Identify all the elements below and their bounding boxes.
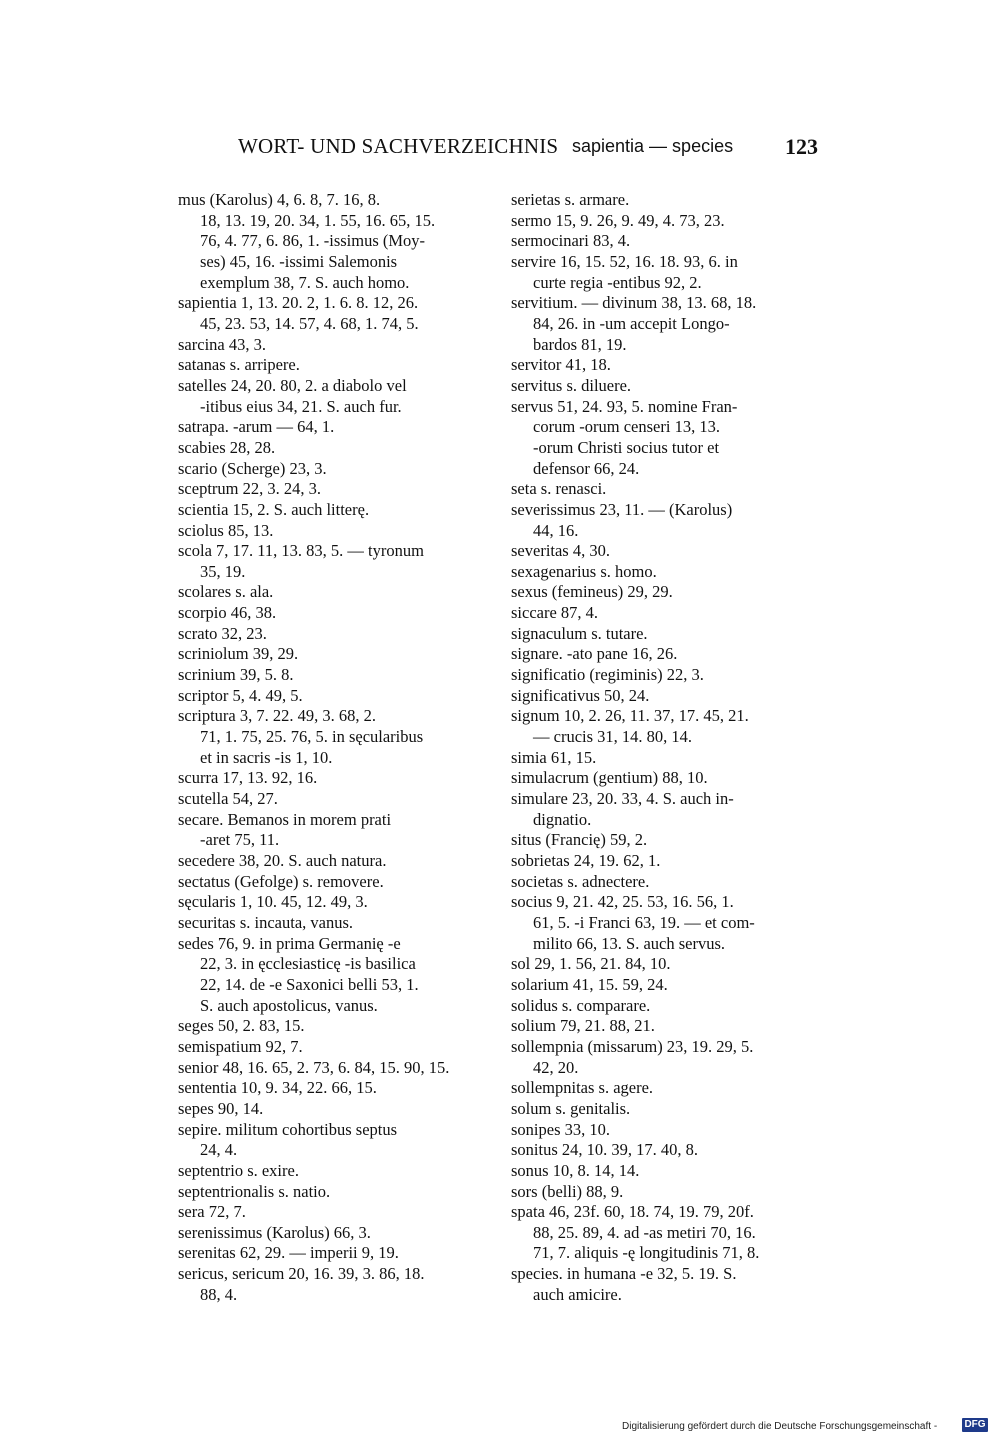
index-entry: scario (Scherge) 23, 3. bbox=[178, 458, 327, 478]
index-entry: serenissimus (Karolus) 66, 3. bbox=[178, 1222, 371, 1242]
index-entry: solum s. genitalis. bbox=[511, 1098, 631, 1118]
index-entry: satrapa. -arum — 64, 1. bbox=[178, 417, 335, 437]
index-entry: sera 72, 7. bbox=[178, 1202, 246, 1222]
index-entry: sepire. militum cohortibus septus 24, 4. bbox=[178, 1119, 398, 1160]
index-entry: sedes 76, 9. in prima Germanię -e 22, 3. in ęcclesiasticę -is basilica 22, 14. de -e Saxonici belli 53, 1. S. auch apostolicus, vanus. bbox=[178, 933, 419, 1015]
index-entry: septentrio s. exire. bbox=[178, 1160, 299, 1180]
header-title: WORT- UND SACHVERZEICHNIS bbox=[238, 134, 559, 158]
index-entry: serenitas 62, 29. — imperii 9, 19. bbox=[178, 1243, 399, 1263]
index-entry: solarium 41, 15. 59, 24. bbox=[511, 974, 668, 994]
index-entry: societas s. adnectere. bbox=[511, 871, 650, 891]
index-entry: scabies 28, 28. bbox=[178, 437, 276, 457]
index-entry: sepes 90, 14. bbox=[178, 1098, 264, 1118]
index-entry: signaculum s. tutare. bbox=[511, 623, 648, 643]
index-entry: sexus (femineus) 29, 29. bbox=[511, 582, 673, 602]
index-entry: seges 50, 2. 83, 15. bbox=[178, 1016, 305, 1036]
index-entry: sobrietas 24, 19. 62, 1. bbox=[511, 851, 661, 870]
index-entry: socius 9, 21. 42, 25. 53, 16. 56, 1. 61, 5. -i Franci 63, 19. — et com- milito 66, 13. S. auch servus. bbox=[511, 892, 755, 953]
index-entry: scriptor 5, 4. 49, 5. bbox=[178, 685, 303, 705]
index-column-left bbox=[178, 190, 484, 1305]
index-entry: scientia 15, 2. S. auch litterę. bbox=[178, 499, 370, 519]
index-entry: mus (Karolus) 4, 6. 8, 7. 16, 8. 18, 13. 19, 20. 34, 1. 55, 16. 65, 15. 76, 4. 77, 6. 86, 1. -issimus (Moy- ses) 45, 16. -issimi Salemonis exemplum 38, 7. S. auch homo. bbox=[178, 190, 436, 292]
index-entry: scolares s. ala. bbox=[178, 582, 274, 602]
index-entry: sol 29, 1. 56, 21. 84, 10. bbox=[511, 954, 671, 974]
index-entry: serietas s. armare. bbox=[511, 190, 630, 209]
index-entry: servitor 41, 18. bbox=[511, 355, 611, 375]
index-entry: significatio (regiminis) 22, 3. bbox=[511, 665, 704, 685]
index-entry: sonipes 33, 10. bbox=[511, 1119, 610, 1139]
index-entry: sarcina 43, 3. bbox=[178, 334, 266, 354]
index-entry: sexagenarius s. homo. bbox=[511, 561, 657, 581]
index-entry: satanas s. arripere. bbox=[178, 355, 300, 375]
index-entry: sollempnia (missarum) 23, 19. 29, 5. 42, 20. bbox=[511, 1036, 754, 1077]
index-entry: seta s. renasci. bbox=[511, 479, 607, 499]
index-entry: signum 10, 2. 26, 11. 37, 17. 45, 21. — crucis 31, 14. 80, 14. bbox=[511, 706, 749, 747]
index-entry: sententia 10, 9. 34, 22. 66, 15. bbox=[178, 1078, 377, 1098]
index-entry: sonitus 24, 10. 39, 17. 40, 8. bbox=[511, 1140, 699, 1160]
page-number: 123 bbox=[785, 134, 818, 159]
index-entry: sceptrum 22, 3. 24, 3. bbox=[178, 479, 321, 499]
index-column-right bbox=[511, 190, 821, 1305]
index-entry: semispatium 92, 7. bbox=[178, 1036, 303, 1056]
index-entry: scurra 17, 13. 92, 16. bbox=[178, 768, 318, 788]
index-entry: securitas s. incauta, vanus. bbox=[178, 912, 354, 932]
index-entry: simulacrum (gentium) 88, 10. bbox=[511, 768, 708, 788]
index-entry: severitas 4, 30. bbox=[511, 541, 610, 561]
index-entry: servitium. — divinum 38, 13. 68, 18. 84, 26. in -um accepit Longo- bardos 81, 19. bbox=[511, 293, 757, 354]
digitization-credit: Digitalisierung gefördert durch die Deutsche Forschungsgemeinschaft - bbox=[622, 1421, 938, 1432]
index-entry: solidus s. comparare. bbox=[511, 995, 651, 1015]
index-entry: secedere 38, 20. S. auch natura. bbox=[178, 851, 387, 870]
index-entry: species. in humana -e 32, 5. 19. S. auch amicire. bbox=[511, 1264, 737, 1304]
index-entry: septentrionalis s. natio. bbox=[178, 1181, 331, 1201]
index-entry: scrato 32, 23. bbox=[178, 623, 267, 643]
index-entry: severissimus 23, 11. — (Karolus) 44, 16. bbox=[511, 499, 733, 540]
index-entry: scriniolum 39, 29. bbox=[178, 644, 299, 664]
dfg-logo: DFG bbox=[962, 1418, 988, 1432]
index-entry: simulare 23, 20. 33, 4. S. auch in- dignatio. bbox=[511, 789, 734, 829]
index-entry: scutella 54, 27. bbox=[178, 789, 278, 809]
index-entry: secare. Bemanos in morem prati -aret 75, 11. bbox=[178, 809, 392, 850]
index-entry: sermo 15, 9. 26, 9. 49, 4. 73, 23. bbox=[511, 210, 725, 230]
index-entry: servire 16, 15. 52, 16. 18. 93, 6. in curte regia -entibus 92, 2. bbox=[511, 251, 738, 292]
index-entry: spata 46, 23f. 60, 18. 74, 19. 79, 20f. 88, 25. 89, 4. ad -as metiri 70, 16. 71, 7. aliquis -ę longitudinis 71, 8. bbox=[511, 1202, 760, 1263]
index-entry: simia 61, 15. bbox=[511, 747, 597, 767]
index-entry: scriptura 3, 7. 22. 49, 3. 68, 2. 71, 1. 75, 25. 76, 5. in sęcularibus et in sacris -is 1, 10. bbox=[178, 706, 424, 767]
index-entry: sectatus (Gefolge) s. removere. bbox=[178, 871, 384, 891]
index-entry: sapientia 1, 13. 20. 2, 1. 6. 8. 12, 26. 45, 23. 53, 14. 57, 4. 68, 1. 74, 5. bbox=[178, 293, 419, 333]
index-entry: sollempnitas s. agere. bbox=[511, 1078, 654, 1098]
index-entry: sericus, sericum 20, 16. 39, 3. 86, 18. 88, 4. bbox=[178, 1264, 425, 1304]
index-entry: significativus 50, 24. bbox=[511, 685, 650, 705]
index-entry: siccare 87, 4. bbox=[511, 603, 599, 623]
index-entry: scorpio 46, 38. bbox=[178, 603, 277, 623]
index-entry: solium 79, 21. 88, 21. bbox=[511, 1016, 655, 1036]
index-entry: signare. -ato pane 16, 26. bbox=[511, 644, 678, 664]
index-entry: sciolus 85, 13. bbox=[178, 520, 274, 540]
index-entry: servus 51, 24. 93, 5. nomine Fran- corum -orum censeri 13, 13. -orum Christi socius tutor et defensor 66, 24. bbox=[511, 396, 738, 478]
index-entry: sonus 10, 8. 14, 14. bbox=[511, 1160, 640, 1180]
index-entry: servitus s. diluere. bbox=[511, 375, 632, 395]
index-entry: sermocinari 83, 4. bbox=[511, 231, 631, 251]
index-entry: scrinium 39, 5. 8. bbox=[178, 665, 294, 685]
index-entry: senior 48, 16. 65, 2. 73, 6. 84, 15. 90, 15. bbox=[178, 1057, 450, 1077]
header-range: sapientia — species bbox=[572, 136, 734, 156]
index-entry: situs (Francię) 59, 2. bbox=[511, 830, 648, 850]
running-header bbox=[0, 130, 1000, 170]
index-entry: sęcularis 1, 10. 45, 12. 49, 3. bbox=[178, 892, 368, 912]
index-entry: sors (belli) 88, 9. bbox=[511, 1181, 624, 1201]
index-entry: scola 7, 17. 11, 13. 83, 5. — tyronum 35, 19. bbox=[178, 541, 424, 581]
index-entry: satelles 24, 20. 80, 2. a diabolo vel -itibus eius 34, 21. S. auch fur. bbox=[178, 375, 407, 416]
